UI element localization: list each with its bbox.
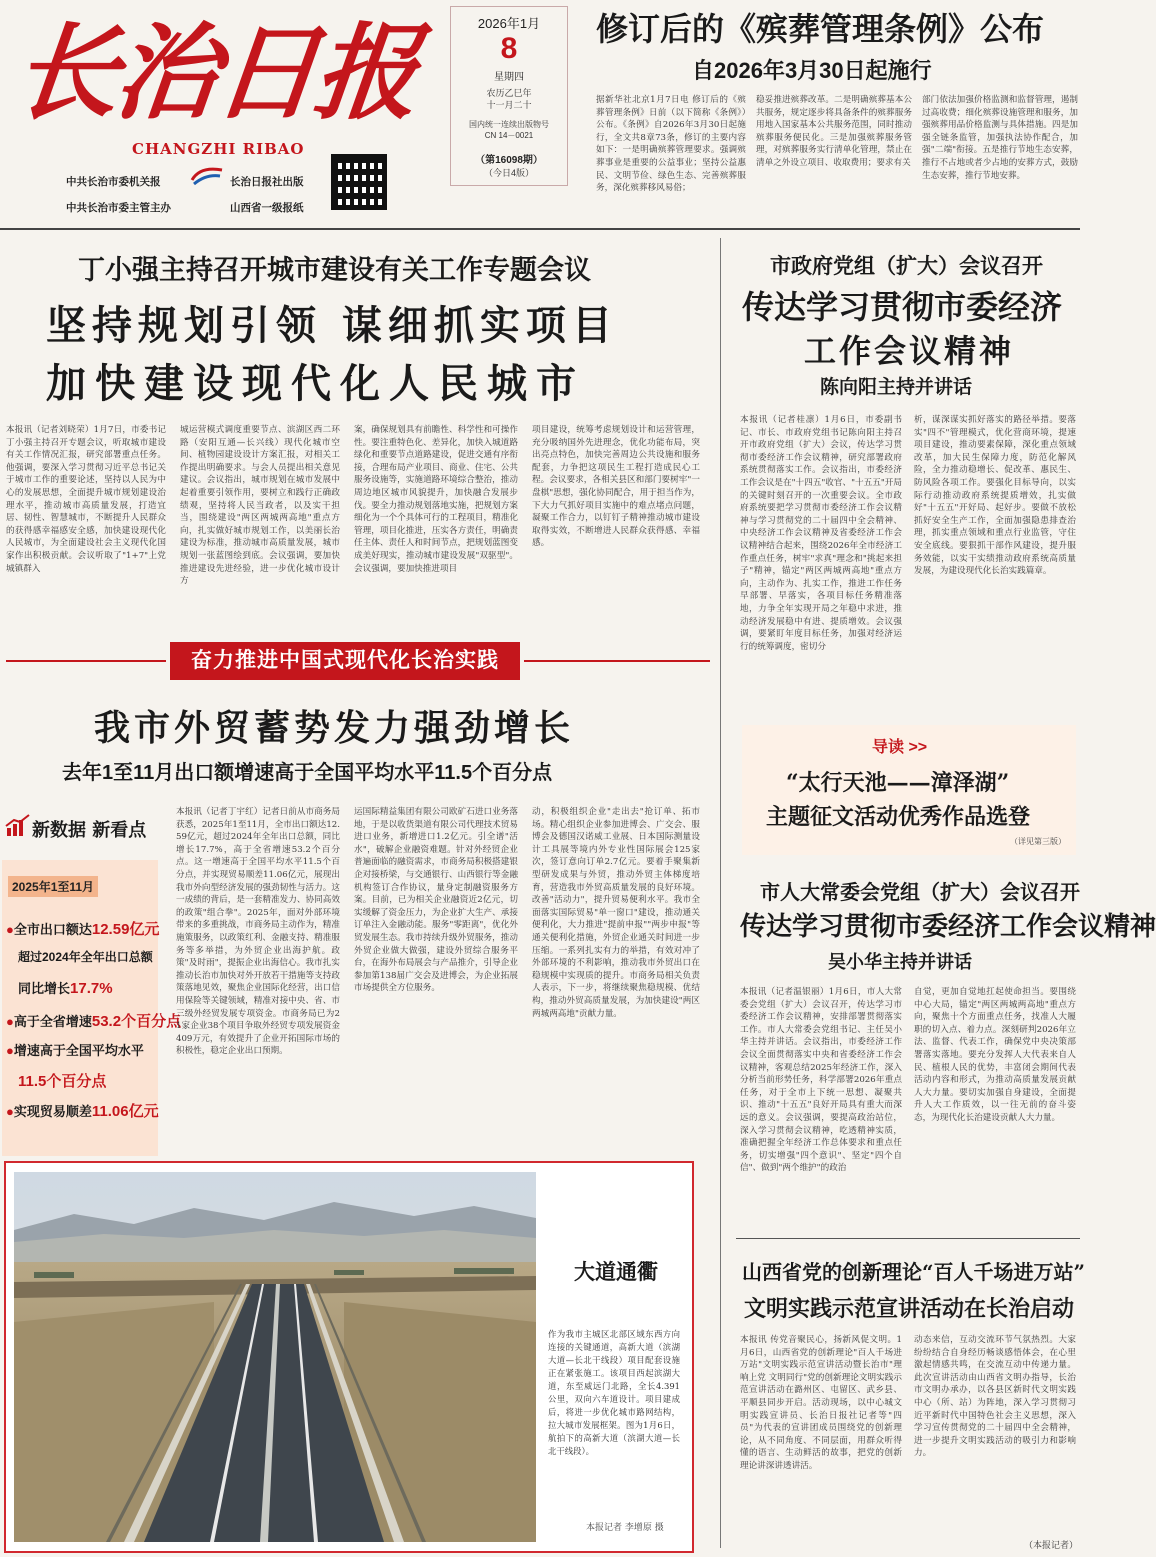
org-line-1-right [230,170,304,189]
org-line-2-right [230,196,304,215]
npc-kicker: 市人大常委会党组（扩大）会议召开 [760,882,1080,904]
npc-col-2: 自觉，更加自觉地扛起使命担当。要围绕中心大局，锚定"两区两城两高地"重点方向，聚焦十个方面重点任务，找准人大履职的切入点、着力点。深刻研判2026年立法、监督、代表工作，确保党中央决策部署落实落地。要充分发挥人大代表来自人民、植根人民的优势，丰富闭会期间代表活动内容和形式，为推动高质量发展贡献人大力量。要切实加强自身建设，全面提升人大工作质效，以一往无前的奋斗姿态，为现代化长治建设贡献人大力量。 [914,987,1076,1123]
top-story-col-3: 部门依法加强价格监测和监督管理，遏制过高收费；细化殡葬设施管理和服务，加强殡葬用品价格监测与具体措施。四是加强全链条监管，加强执法协作配合，加强"二端"衔接。五是推行节地生态安葬，推行不占地或者少占地的安葬方式，鼓励生态安葬，推行节地安葬。 [922,95,1078,181]
sidebar-item [6,918,159,939]
lunar-date [451,87,567,111]
bullet-icon: ● [6,922,14,937]
guide-note: （详见第三版） [1010,837,1066,846]
sidebar-item [18,978,113,997]
right-col-1: 本报讯（记者桂凛）1月6日，市委副书记、市长、市政府党组书记陈向阳主持召开市政府党组（扩大）会议，传达学习贯彻市委经济工作会议精神，研究部署政府系统贯彻落实工作。会议指出，市委经济工作会议是在"十四五"收官、"十五五"开局的关键时刻召开的一次重要会议。全市政府系统要把学习贯彻市委经济工作会议精神与学习贯彻党的二十届四中全会精神、中央经济工作会议精神及省委经济工作会议精神结合起来，围绕2026年全市经济工作重点任务，树牢"求真"理念和"挑起来担子"精神，锚定"两区两城两高地"重点方向，主动作为、扎实工作，推进工作任务早部署、早落实，各项目标任务精准落地，力争全年实现开局之年稳中求进，推动经济发展稳中有进、提质增效。会议强调，要紧盯年度目标任务，加强对经济运行的统筹调度，密切分 [740,415,902,652]
photo-caption: 作为我市主城区北部区域东西方向连接的关键通道，高新大道（滨湖大道—长北干线段）项目配套设施正在紧张施工。该项目西起滨湖大道，东至威远门北路，全长4.391公里，双向六车道设计。项目建成后，将进一步优化城市路网结构，拉大城市发展框架。图为1月6日，航拍下的高新大道（滨湖大道—长北干线段）。 [548,1329,680,1456]
top-story-col-2: 稳妥推进殡葬改革。二是明确殡葬基本公共服务，规定逐步将具备条件的殡葬服务用地入国家基本公共服务范围，同时推动殡葬服务便民化。三是加强殡葬服务管理，对殡葬服务实行清单化管理，禁止在清单之外设立项目、收取费用；要求有关 [756,95,912,168]
page-count: （今日4版） [483,168,534,178]
lead-col-2: 城运营模式调度重要节点、滨湖区西二环路（安阳互通—长兴线）现代化城市空间、植物园建设设计方案汇报，对相关工作提出明确要求。与会人员提出相关意见建议。会议指出，城市规划在城市发展中起着重要引领作用，要树立和践行正确政绩观，坚持将人民当政者，以及实干担当，围绕建设"两区两城两高地"重点方向，扎实做好城市规划工作，以美丽长治建设为标准，推动城市高质量发展，城市规划一张蓝图绘到底。会议强调，要加快推进建设先进经验，进一步优化城市设计方 [180,425,340,587]
guide-title-1[interactable]: “太行天池——漳泽湖” [786,770,1010,796]
lunar-year: 农历乙巳年 [486,88,532,98]
sidebar-item [6,1100,159,1121]
sidebar-item-prefix: 同比增长 [18,981,71,996]
top-story-col-1: 据新华社北京1月7日电 修订后的《殡葬管理条例》日前（以下简称《条例》）公布。《条例》自2026年3月30日起施行，全文共8章73条，修订的主要内容如下：一是明确殡葬管理要求。强调殡葬事业是重要的公益事业；坚持公益惠民、文明节俭、绿色生态、完善殡葬服务，深化殡葬移风易俗； [596,95,746,194]
weekday: 星期四 [494,72,524,83]
sidebar-item [6,1040,144,1059]
bullet-icon: ● [6,1104,14,1119]
lead-col-3: 案，确保规划具有前瞻性、科学性和可操作性。要注重特色化、差异化，加快入城道路绿化和重要节点道路建设，促进交通有序衔接，合理布局产业项目、商业、住宅、公共服务设施等，实施道路环境综合整治，推动周边地区城市风貌提升，加快融合发展步伐。要全力推动规划落地实施，把规划方案细化为一个个具体可行的工程项目，精准化管理，项目化推进，压实各方责任，明确责任主体、责任人和时间节点，把规划蓝图变成美好现实，推动城市建设发展"双驱型"。会议强调，要加快推进项目 [354,425,518,574]
aerial-road-photo[interactable] [14,1172,536,1542]
cn-label [451,119,567,141]
photo-title: 大道通衢 [574,1259,658,1284]
banner-rule-left [6,660,166,662]
bullet-icon: ● [6,1014,14,1029]
bar-chart-icon [6,814,30,836]
column-divider [720,238,721,1548]
sidebar-label: 新数据 新看点 [32,820,147,841]
sidebar-item-prefix: 增速高于全国平均水平 [13,1043,144,1058]
org-line-2 [66,196,171,215]
lead-col-4: 项目建设，统筹考虑规划设计和运营管理，充分吸纳国外先进理念，优化功能布局，突出亮点特色，加快完善周边公共设施和服务配套，力争把这项民生工程打造成民心工程。会议要求，各相关县区和部门要树牢"一盘棋"思想，强化协同配合，用于担当作为，下大力气抓好项目实施中的难点堵点问题，凝聚工作合力，以钉钉子精神推动城市建设取得实效，不断增进人民群众获得感、幸福感。 [532,425,700,549]
lead-col-1: 本报讯（记者刘晓荣）1月7日，市委书记丁小强主持召开专题会议，听取城市建设有关工作情况汇报，研究部署重点任务。他强调，要深入学习贯彻习近平总书记关于城市工作的重要论述，坚持以人民为中心的发展思想，全面提升城市规划建设治理水平，推动城市高质量发展，打造宜居、韧性、智慧城市，不断提升人民群众的获得感幸福感安全感，加快建设现代化人民城市，为全面建设社会主义现代化国家作出积极贡献。会议听取了"1+7"上党城镇群入 [6,425,166,574]
top-story-subtitle: 自2026年3月30日起施行 [692,58,932,83]
sidebar-item-prefix: 超过2024年全年出口总额 [18,950,153,964]
guide-label[interactable]: 导读 >> [872,739,928,756]
photo-credit: 本报记者 李增原 摄 [586,1523,664,1533]
sidebar-item-prefix: 全市出口额达 [13,922,92,937]
theory-col-2: 动态来信，互动交流环节气氛热烈。大家纷纷结合自身经历畅谈感悟体会，在心里激起情感共鸣，在交流互动中传递力量。此次宣讲活动由山西省文明办指导，长治市文明办承办，以各县区新时代文明实践中心（所、站）为阵地，深入学习贯彻习近平新时代中国特色社会主义思想，深入学习宣传贯彻党的二十届四中全会精神，进一步提升文明实践活动的吸引力和影响力。 [914,1335,1076,1459]
sidebar-item-prefix: 实现贸易顺差 [13,1104,92,1119]
trade-col-1: 本报讯（记者丁宇红）记者日前从市商务局获悉，2025年1至11月，全市出口额达12.59亿元，超过2024年全年出口总额，同比增长17.7%，高于全省增速53.2个百分点。这一增速高于全国平均水平11.5个百分点，并实现贸易顺差11.06亿元，展现出我市外向型经济发展的强劲韧性与活力。这一成绩的背后，是一套精准发力、协同高效的政策"组合拳"。2025年，面对外部环境带来的多重挑战，市商务局主动作为，精准施策服务，以政策红利、金融支持、精准服务等多举措，为外贸企业出海护航。政策"及时雨"，提振企业出海信心。我市扎实推动长治市加快对外开放若干措施等支持政策落地见效，聚焦企业国际化经营，出口信用保险等关键领域，精准对接中央、省、市三级外经贸发展专项资金。市商务局已为21家企业38个项目争取外经贸专项发展资金409万元，有效提升了企业开拓国际市场的积极性，稳定企业出口预期。 [176,807,340,1057]
sidebar-item-value: 53.2个百分点 [91,1013,182,1030]
sidebar-period: 2025年1至11月 [8,876,98,897]
org-label: 中共长治市委机关报 [66,176,161,188]
newspaper-logo: 长治日报 [8,11,422,134]
right-title-2[interactable]: 工作会议精神 [804,332,1015,370]
date-day: 8 [500,32,518,65]
org-label: 中共长治市委主管主办 [66,202,171,214]
sidebar-item [18,948,153,965]
cn-label-text: 国内统一连续出版物号 [469,120,549,129]
date-month: 2026年1月 [477,16,541,31]
npc-sub: 吴小华主持并讲话 [828,952,972,972]
trade-col-3: 动，积极组织企业"走出去"抢订单、拓市场。精心组织企业参加进博会、广交会、服博会及德国汉诺威工业展、日本国际测量设计工具展等境内外专业性国际展会125家次，签订意向订单2.7亿元。要着手聚集新型研发成果与外贸，推动外贸主体梯度培育，营造我市外贸高质量发展的良好环境。改善"活动力"，提升贸易便利水平。我市全面落实国际贸易"单一窗口"建设，推动通关便利化，大力推进"提前申报""两步申报"等通关便利化措施，外贸企业通关时间进一步压缩。一系列扎实有力的举措，有效对冲了外部环境的不利影响，推动我市外贸出口在稳规模中实现质的提升。市商务局相关负责人表示，下一步，将继续聚焦稳规模、优结构，推动外贸高质量发展，为加快建设"两区两城两高地"贡献力量。 [532,807,700,1019]
guide-title-2[interactable]: 主题征文活动优秀作品选登 [766,804,1031,830]
trade-col-2: 运国际精益集团有限公司欧矿石进口业务落地，于是以收货渠道有限公司代理技术贸易进口业务，新增进口1.2亿元。引全谱"活水"，破解企业融资难题。针对外经贸企业普遍面临的融资需求，市商务局积极搭建银企对接桥梁，与交通银行、山西银行等金融机构签订合作协议，量身定制融资服务方案。目前，已为相关企业融资近2亿元，切实缓解了资金压力，为企业扩大生产、承接订单注入金融动能。服务"零距离"，优化外贸发展生态。我市持续升级外贸服务，推动外贸企业做大做强，建设外贸综合服务平台，在海外布局展会与产品推介，引导企业参加第138届广交会及进博会，为企业拓展市场提供全方位服务。 [354,807,518,994]
date-box [450,6,568,186]
lead-title-1[interactable]: 坚持规划引领 谋细抓实项目 [46,302,618,349]
npc-divider [736,1238,1080,1239]
masthead-divider [0,228,1080,230]
sidebar-item [18,1070,106,1091]
lead-kicker: 丁小强主持召开城市建设有关工作专题会议 [78,255,591,286]
trade-subtitle: 去年1至11月出口额增速高于全国平均水平11.5个百分点 [62,762,553,784]
newspaper-pinyin: CHANGZHI RIBAO [132,140,305,158]
org-label: 长治日报社出版 [230,176,304,188]
banner-rule-right [524,660,710,662]
right-sub: 陈向阳主持并讲话 [820,377,973,398]
sidebar-item-value: 12.59亿元 [91,921,160,938]
logo-swirl-icon [190,164,224,186]
sidebar-item [6,1010,181,1031]
theory-title-2[interactable]: 文明实践示范宣讲活动在长治启动 [744,1296,1075,1322]
trade-title[interactable]: 我市外贸蓄势发力强劲增长 [94,707,575,749]
issue-number: （第16098期） [475,155,543,166]
theory-byline: （本报记者） [1024,1541,1079,1551]
org-line-1 [66,170,161,189]
lunar-day: 十一月二十 [486,100,532,110]
npc-col-1: 本报讯（记者温银丽）1月6日，市人大常委会党组（扩大）会议召开，传达学习市委经济工作会议精神，安排部署贯彻落实工作。市人大常委会党组书记、主任吴小华主持并讲话。会议指出，市委经济工作会议全面贯彻落实中央和省委经济工作会议精神，客观总结2025年经济工作，深入分析当前形势任务，科学部署2026年重点任务，对于全市上下统一思想、凝聚共识、推动"十五五"良好开局具有重大而深远的意义。会议强调，要提高政治站位，深入学习贯彻会议精神，吃透精神实质，准确把握全年经济工作总体要求和重点任务，切实增强"四个意识"、坚定"四个自信"、做到"两个维护"的政治 [740,987,902,1174]
npc-title[interactable]: 传达学习贯彻市委经济工作会议精神 [740,912,1156,942]
section-banner: 奋力推进中国式现代化长治实践 [170,642,520,680]
bullet-icon: ● [6,1043,14,1058]
org-label: 山西省一级报纸 [230,202,304,214]
sidebar-item-prefix: 高于全省增速 [13,1014,92,1029]
sidebar-item-value: 11.06亿元 [91,1103,159,1120]
qr-code-icon[interactable] [331,154,387,210]
right-col-2: 析，谋深谋实抓好落实的路径举措。要落实"四不"管理模式，优化营商环境，提速项目建设，推动要素保障，深化重点领域改革，加大民生保障力度，防范化解风险，全力推动稳增长、促改革、惠民生、防风险各项工作。要强化目标导向，以实际行动推动政府系统提质增效，扎实做好"十五五"开好局、起好步。要做不放松抓好安全生产工作，全面加强隐患排查治理，抓实重点领域和重点行业监管，守住安全底线。要狠抓干部作风建设，提升服务效能，以实干实绩推动政府系统高质量发展，为建设现代化长治实践篇章。 [914,415,1076,577]
theory-title-1[interactable]: 山西省党的创新理论“百人千场进万站” [742,1260,1086,1284]
cn-number: CN 14－0021 [484,131,534,140]
top-story-title[interactable]: 修订后的《殡葬管理条例》公布 [596,10,1045,48]
sidebar-item-value: 17.7% [70,980,113,997]
right-kicker: 市政府党组（扩大）会议召开 [770,255,1043,278]
lead-title-2[interactable]: 加快建设现代化人民城市 [46,360,585,407]
theory-col-1: 本报讯 传党音聚民心，扬新风促文明。1月6日，山西省党的创新理论"百人千场进万站"文明实践示范宣讲活动暨长治市"理响上党 文明同行"党的创新理论文明实践示范宣讲活动在潞州区、屯留区、武乡县、平顺县同步开启。活动现场，以中心城文明实践宣讲员、长治日报社记者等"四员"为代表的宣讲团成员围绕党的创新理论，从不同角度、不同层面，用群众听得懂的语言、生动鲜活的故事，把党的创新理论讲深讲透讲活。 [740,1335,902,1471]
sidebar-item-value: 11.5个百分点 [18,1073,107,1090]
right-title-1[interactable]: 传达学习贯彻市委经济 [742,288,1063,326]
